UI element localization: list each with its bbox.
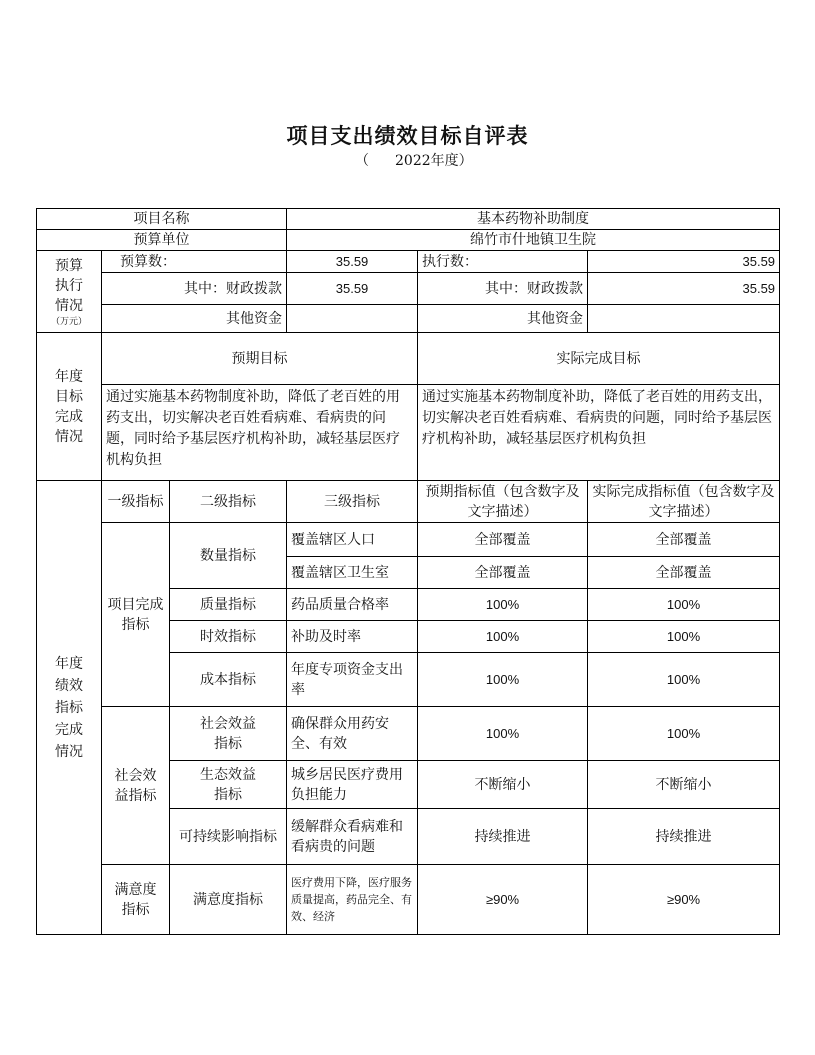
year-label [355,150,473,170]
group-satisfaction-text: 满意度指标 [114,881,157,918]
level3-cell: 覆盖辖区卫生室 [287,557,418,589]
level3-cell: 城乡居民医疗费用负担能力 [287,761,418,809]
level2-sustainability [170,809,287,865]
other-funds-right: 其他资金 [418,305,588,333]
page-title: 项目支出绩效目标自评表 [286,123,529,148]
level2-quantity: 数量指标 [170,523,287,589]
actual-value-cell: 100% [588,621,780,653]
header-expected: 预期指标值（包含数字及文字描述） [418,481,588,523]
expected-value-cell: 100% [418,589,588,621]
header-actual: 实际完成指标值（包含数字及文字描述） [588,481,780,523]
level3-cell: 医疗费用下降，医疗服务质量提高，药品完全、有效、经济 [287,865,418,935]
level2-social-text: 社会效益指标 [200,715,257,752]
actual-value-cell: 100% [588,707,780,761]
fiscal-label-right: 其中：财政拨款 [418,273,588,305]
evaluation-table [36,208,780,935]
group-satisfaction [102,865,170,935]
exec-count-label: 执行数： [418,251,588,273]
group-project [102,523,170,707]
expected-value-cell: 不断缩小 [418,761,588,809]
actual-goal-header: 实际完成目标 [418,333,780,385]
goals-section-label-text: 年度目标完成情况 [55,368,83,445]
actual-value-cell: 全部覆盖 [588,557,780,589]
indicators-section-label [37,481,102,935]
expected-goal-text: 通过实施基本药物制度补助，降低了老百姓的用药支出，切实解决老百姓看病难、看病贵的问题，同时给予基层医疗机构补助，减轻基层医疗机构负担 [102,385,418,481]
expected-value-cell: 100% [418,707,588,761]
other-funds-right-value [588,305,780,333]
actual-value-cell: 不断缩小 [588,761,780,809]
budget-unit-value: 绵竹市什地镇卫生院 [287,230,780,251]
exec-count-value: 35.59 [588,251,780,273]
level3-cell: 确保群众用药安全、有效 [287,707,418,761]
level2-ecology-text: 生态效益指标 [200,766,257,803]
project-name-label: 项目名称 [37,209,287,230]
group-social [102,707,170,865]
level2-timeliness: 时效指标 [170,621,287,653]
level2-sustainability-text: 可持续影响指标 [179,828,278,845]
expected-value-cell: ≥90% [418,865,588,935]
goals-section-label [37,333,102,481]
actual-value-cell: 100% [588,653,780,707]
fiscal-value-left: 35.59 [287,273,418,305]
other-funds-left: 其他资金 [102,305,287,333]
expected-value-cell: 100% [418,653,588,707]
actual-value-cell: 全部覆盖 [588,523,780,557]
budget-unit-label: 预算单位 [37,230,287,251]
fiscal-label-left: 其中：财政拨款 [102,273,287,305]
budget-count-label: 预算数： [102,251,287,273]
group-social-text: 社会效益指标 [114,767,157,804]
level2-cost: 成本指标 [170,653,287,707]
header-level1: 一级指标 [102,481,170,523]
project-name-value: 基本药物补助制度 [287,209,780,230]
expected-value-cell: 全部覆盖 [418,557,588,589]
level3-cell: 覆盖辖区人口 [287,523,418,557]
level3-cell: 缓解群众看病难和看病贵的问题 [287,809,418,865]
year-text: 2022年度） [395,153,473,169]
level2-social [170,707,287,761]
indicators-section-label-text: 年度绩效指标完成情况 [55,655,83,760]
budget-exec-label [37,251,102,333]
actual-value-cell: 持续推进 [588,809,780,865]
expected-value-cell: 全部覆盖 [418,523,588,557]
budget-exec-label-text: 预算执行情况 [55,257,83,314]
expected-goal-header: 预期目标 [102,333,418,385]
budget-exec-unit: （万元） [50,316,87,327]
expected-value-cell: 持续推进 [418,809,588,865]
level3-cell: 补助及时率 [287,621,418,653]
level2-quality: 质量指标 [170,589,287,621]
fiscal-value-right: 35.59 [588,273,780,305]
actual-value-cell: ≥90% [588,865,780,935]
level3-cell: 年度专项资金支出率 [287,653,418,707]
level2-satisfaction: 满意度指标 [170,865,287,935]
header-level2: 二级指标 [170,481,287,523]
actual-value-cell: 100% [588,589,780,621]
budget-count-value: 35.59 [287,251,418,273]
level2-ecology [170,761,287,809]
level3-cell: 药品质量合格率 [287,589,418,621]
header-level3: 三级指标 [287,481,418,523]
group-project-text: 项目完成指标 [107,596,164,633]
expected-value-cell: 100% [418,621,588,653]
year-open-paren: （ [355,153,369,169]
actual-goal-text: 通过实施基本药物制度补助，降低了老百姓的用药支出，切实解决老百姓看病难、看病贵的问题，同时给予基层医疗机构补助，减轻基层医疗机构负担 [418,385,780,481]
other-funds-left-value [287,305,418,333]
